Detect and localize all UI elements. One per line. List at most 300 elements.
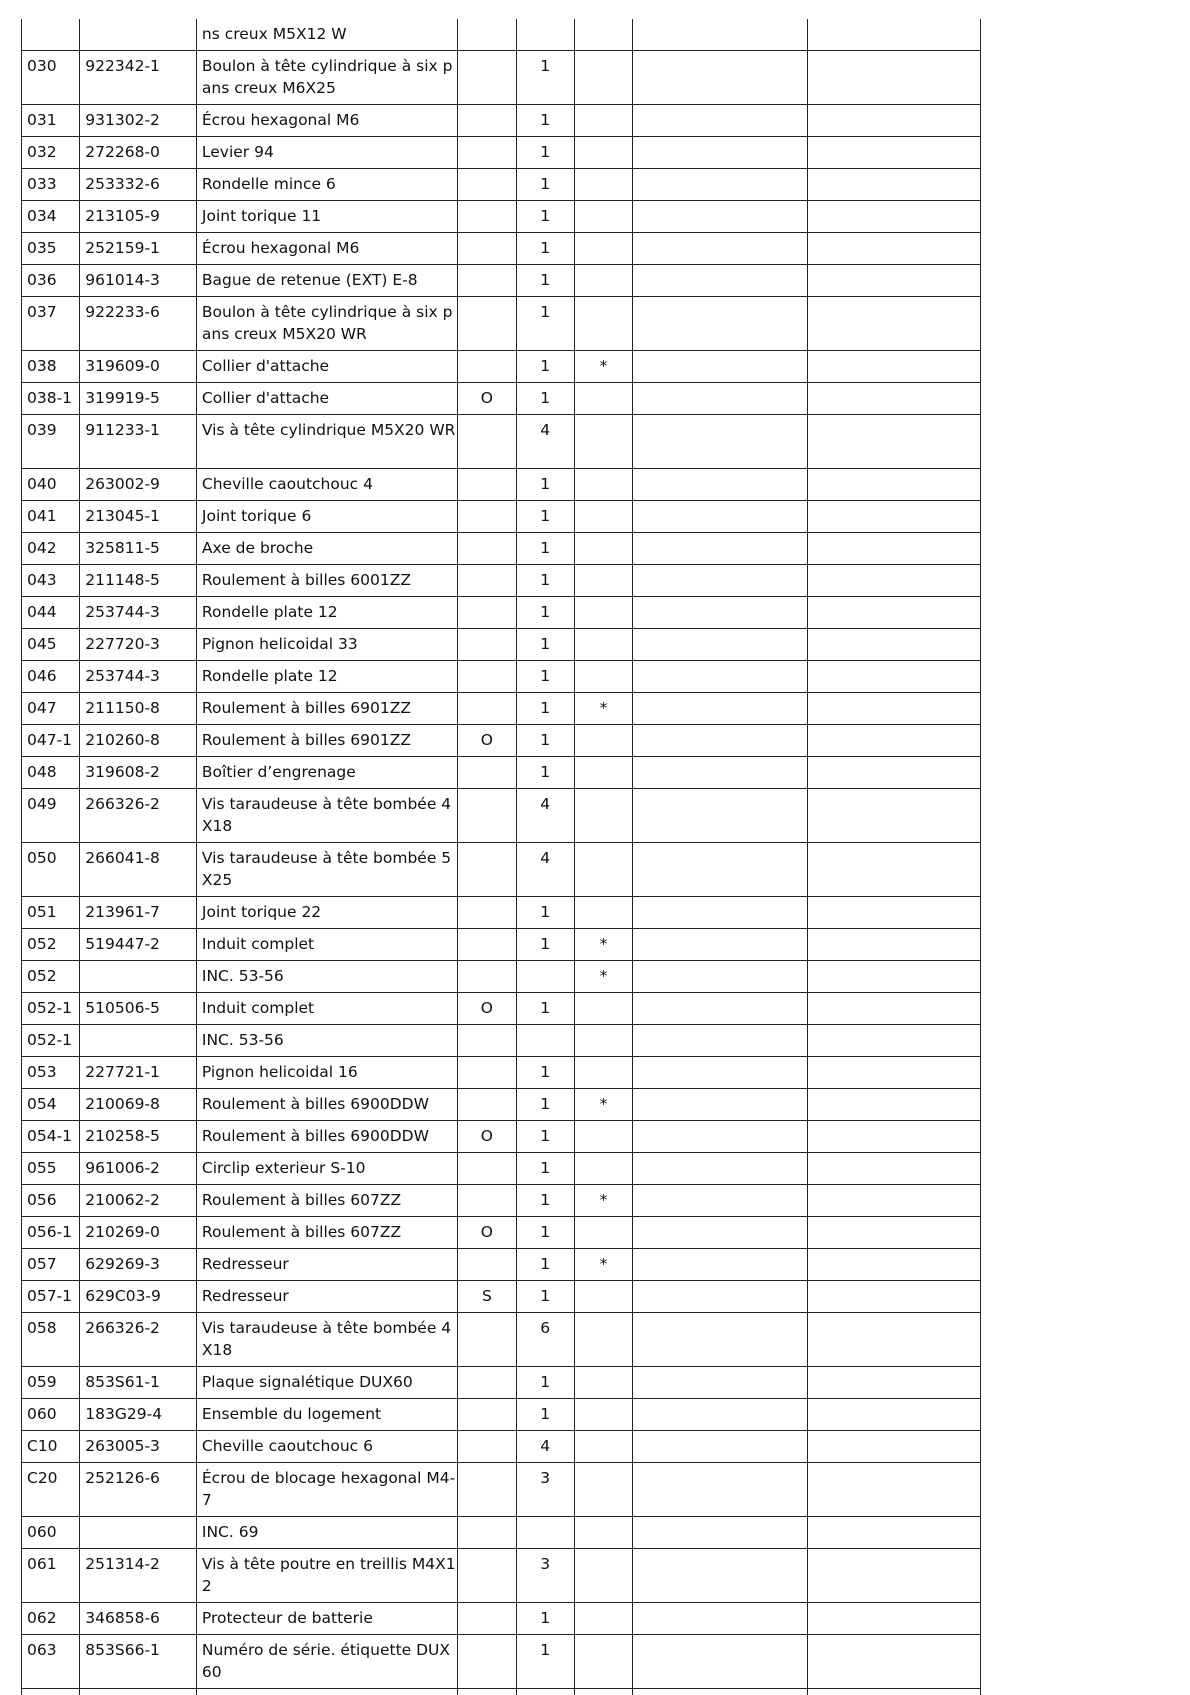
item-number-cell: 052-1 [22,1025,80,1057]
table-row [22,725,981,757]
blank-cell [808,169,981,201]
blank-cell [808,533,981,565]
quantity-cell: 1 [516,1185,574,1217]
description-cell: Induit complet [196,993,457,1025]
item-number-cell: 053 [22,1057,80,1089]
part-number-cell: 263002-9 [80,469,197,501]
description-cell: Rondelle mince 6 [196,169,457,201]
mark-cell [574,169,632,201]
blank-cell [633,693,808,725]
description-cell: Plaque signalétique DUX60 [196,1367,457,1399]
item-number-cell: 038 [22,351,80,383]
item-number-cell: 054 [22,1089,80,1121]
quantity-cell: 1 [516,757,574,789]
blank-cell [808,19,981,51]
description-cell: INC. 53-56 [196,1025,457,1057]
parts-table [21,19,981,1695]
table-row [22,597,981,629]
blank-cell [808,1313,981,1367]
quantity-cell: 1 [516,297,574,351]
mark-cell: * [574,1185,632,1217]
quantity-cell: 4 [516,415,574,469]
part-number-cell: 263005-3 [80,1431,197,1463]
blank-cell [808,1431,981,1463]
blank-cell [808,1153,981,1185]
blank-cell [808,565,981,597]
item-number-cell: 030 [22,51,80,105]
table-row [22,565,981,597]
description-cell: Rondelle plate 12 [196,597,457,629]
item-number-cell: 038-1 [22,383,80,415]
blank-cell [633,565,808,597]
blank-cell [808,1603,981,1635]
part-number-cell: 253332-6 [80,169,197,201]
description-cell: Roulement à billes 6900DDW [196,1121,457,1153]
quantity-cell: 1 [516,1367,574,1399]
note-cell: O [458,383,516,415]
blank-cell [633,1185,808,1217]
part-number-cell: 319608-2 [80,757,197,789]
note-cell [458,469,516,501]
part-number-cell: 183G29-4 [80,1399,197,1431]
quantity-cell: 1 [516,1153,574,1185]
quantity-cell: 1 [516,929,574,961]
blank-cell [808,1517,981,1549]
note-cell [458,1517,516,1549]
blank-cell [808,993,981,1025]
quantity-cell: 1 [516,233,574,265]
quantity-cell: 4 [516,1431,574,1463]
blank-cell [808,233,981,265]
quantity-cell: 6 [516,1313,574,1367]
part-number-cell: 629C03-9 [80,1281,197,1313]
mark-cell [574,501,632,533]
quantity-cell: 3 [516,1549,574,1603]
note-cell: S [458,1281,516,1313]
item-number-cell: 033 [22,169,80,201]
blank-cell [633,1121,808,1153]
note-cell [458,929,516,961]
table-row [22,1249,981,1281]
mark-cell [574,1517,632,1549]
quantity-cell: 1 [516,597,574,629]
blank-cell [574,1689,632,1695]
description-cell: Boulon à tête cylindrique à six pans creux M6X25 [196,51,457,105]
description-cell: Circlip exterieur S-10 [196,1153,457,1185]
part-number-cell: 922233-6 [80,297,197,351]
table-row [22,137,981,169]
quantity-cell: 1 [516,201,574,233]
blank-cell [808,597,981,629]
table-row [22,1025,981,1057]
quantity-cell: 1 [516,169,574,201]
quantity-cell: 4 [516,789,574,843]
part-number-cell: 266326-2 [80,789,197,843]
blank-cell [808,929,981,961]
mark-cell: * [574,351,632,383]
quantity-cell [516,961,574,993]
part-number-cell: 961006-2 [80,1153,197,1185]
blank-cell [458,1689,516,1695]
note-cell [458,1025,516,1057]
mark-cell [574,757,632,789]
item-number-cell: 048 [22,757,80,789]
description-cell: Protecteur de batterie [196,1603,457,1635]
item-number-cell: 061 [22,1549,80,1603]
blank-cell [633,1281,808,1313]
item-number-cell: 043 [22,565,80,597]
description-cell: Roulement à billes 607ZZ [196,1217,457,1249]
table-row [22,1217,981,1249]
mark-cell [574,1399,632,1431]
blank-cell [80,1689,197,1695]
item-number-cell: 037 [22,297,80,351]
part-number-cell: 227720-3 [80,629,197,661]
part-number-cell [80,961,197,993]
mark-cell: * [574,961,632,993]
blank-cell [633,597,808,629]
part-number-cell: 266041-8 [80,843,197,897]
blank-cell [808,843,981,897]
blank-cell [633,1603,808,1635]
quantity-cell: 1 [516,137,574,169]
blank-cell [808,1089,981,1121]
item-number-cell: 062 [22,1603,80,1635]
item-number-cell: 047-1 [22,725,80,757]
table-continuation-row [22,1689,981,1695]
table-row [22,233,981,265]
description-cell: Roulement à billes 6001ZZ [196,565,457,597]
part-number-cell: 213045-1 [80,501,197,533]
blank-cell [633,105,808,137]
blank-cell [808,1121,981,1153]
note-cell [458,1399,516,1431]
table-row [22,693,981,725]
mark-cell [574,1217,632,1249]
part-number-cell: 210062-2 [80,1185,197,1217]
quantity-cell [516,19,574,51]
blank-cell [808,629,981,661]
description-cell: Axe de broche [196,533,457,565]
item-number-cell: 031 [22,105,80,137]
blank-cell [808,51,981,105]
item-number-cell: 041 [22,501,80,533]
description-cell: ns creux M5X12 W [196,19,457,51]
note-cell [458,1549,516,1603]
mark-cell [574,629,632,661]
part-number-cell: 253744-3 [80,597,197,629]
item-number-cell: 052 [22,929,80,961]
blank-cell [633,137,808,169]
mark-cell [574,1025,632,1057]
quantity-cell: 1 [516,1281,574,1313]
quantity-cell: 1 [516,1603,574,1635]
description-cell: Collier d'attache [196,351,457,383]
quantity-cell: 1 [516,533,574,565]
mark-cell: * [574,1089,632,1121]
item-number-cell: 046 [22,661,80,693]
table-row [22,1153,981,1185]
note-cell [458,1603,516,1635]
mark-cell [574,469,632,501]
description-cell: Vis taraudeuse à tête bombée 5X25 [196,843,457,897]
mark-cell [574,297,632,351]
blank-cell [633,1217,808,1249]
description-cell: Écrou hexagonal M6 [196,233,457,265]
part-number-cell: 210260-8 [80,725,197,757]
table-row [22,383,981,415]
note-cell [458,233,516,265]
table-row [22,105,981,137]
part-number-cell: 346858-6 [80,1603,197,1635]
note-cell [458,1153,516,1185]
note-cell [458,1313,516,1367]
table-row [22,789,981,843]
table-row [22,1399,981,1431]
blank-cell [808,1689,981,1695]
blank-cell [633,725,808,757]
mark-cell [574,1313,632,1367]
blank-cell [633,757,808,789]
table-row [22,1431,981,1463]
part-number-cell: 853S66-1 [80,1635,197,1689]
table-row [22,1281,981,1313]
part-number-cell: 629269-3 [80,1249,197,1281]
blank-cell [808,1463,981,1517]
note-cell [458,1089,516,1121]
part-number-cell: 213105-9 [80,201,197,233]
table-row [22,501,981,533]
part-number-cell: 211148-5 [80,565,197,597]
description-cell: INC. 69 [196,1517,457,1549]
quantity-cell: 1 [516,897,574,929]
blank-cell [196,1689,457,1695]
part-number-cell: 510506-5 [80,993,197,1025]
blank-cell [808,1185,981,1217]
description-cell: Collier d'attache [196,383,457,415]
part-number-cell: 961014-3 [80,265,197,297]
note-cell [458,19,516,51]
blank-cell [633,629,808,661]
part-number-cell: 213961-7 [80,897,197,929]
mark-cell [574,661,632,693]
item-number-cell: 040 [22,469,80,501]
description-cell: Cheville caoutchouc 4 [196,469,457,501]
mark-cell: * [574,929,632,961]
blank-cell [22,1689,80,1695]
note-cell [458,757,516,789]
blank-cell [633,297,808,351]
mark-cell [574,415,632,469]
item-number-cell: 056-1 [22,1217,80,1249]
blank-cell [633,233,808,265]
quantity-cell: 1 [516,1249,574,1281]
mark-cell [574,1057,632,1089]
description-cell: Roulement à billes 6901ZZ [196,725,457,757]
blank-cell [633,1549,808,1603]
note-cell [458,597,516,629]
table-row [22,897,981,929]
blank-cell [633,1025,808,1057]
description-cell: Roulement à billes 6901ZZ [196,693,457,725]
note-cell [458,897,516,929]
blank-cell [633,929,808,961]
mark-cell [574,265,632,297]
description-cell: Boulon à tête cylindrique à six pans creux M5X20 WR [196,297,457,351]
part-number-cell: 853S61-1 [80,1367,197,1399]
blank-cell [808,1367,981,1399]
note-cell: O [458,1217,516,1249]
table-row [22,757,981,789]
mark-cell [574,105,632,137]
blank-cell [808,415,981,469]
mark-cell [574,597,632,629]
description-cell: Cheville caoutchouc 6 [196,1431,457,1463]
note-cell [458,1463,516,1517]
blank-cell [808,1217,981,1249]
mark-cell [574,1121,632,1153]
table-row [22,1313,981,1367]
mark-cell [574,19,632,51]
description-cell: Vis taraudeuse à tête bombée 4X18 [196,1313,457,1367]
table-row [22,169,981,201]
blank-cell [633,897,808,929]
blank-cell [633,993,808,1025]
mark-cell [574,233,632,265]
quantity-cell: 1 [516,993,574,1025]
part-number-cell: 931302-2 [80,105,197,137]
quantity-cell: 1 [516,501,574,533]
blank-cell [633,789,808,843]
parts-list-page [21,19,981,1695]
note-cell [458,629,516,661]
part-number-cell: 319609-0 [80,351,197,383]
note-cell [458,415,516,469]
quantity-cell: 1 [516,351,574,383]
item-number-cell: C20 [22,1463,80,1517]
description-cell: Joint torique 22 [196,897,457,929]
blank-cell [633,1367,808,1399]
mark-cell [574,725,632,757]
blank-cell [633,533,808,565]
blank-cell [808,383,981,415]
item-number-cell: 044 [22,597,80,629]
description-cell: Vis à tête poutre en treillis M4X12 [196,1549,457,1603]
table-row [22,1635,981,1689]
blank-cell [808,501,981,533]
table-row [22,1121,981,1153]
blank-cell [633,1517,808,1549]
item-number-cell: 050 [22,843,80,897]
note-cell [458,1249,516,1281]
blank-cell [808,661,981,693]
blank-cell [808,105,981,137]
table-row [22,51,981,105]
description-cell: Joint torique 11 [196,201,457,233]
part-number-cell: 266326-2 [80,1313,197,1367]
blank-cell [808,897,981,929]
blank-cell [633,265,808,297]
blank-cell [808,469,981,501]
blank-cell [516,1689,574,1695]
mark-cell: * [574,693,632,725]
table-row [22,201,981,233]
description-cell: Vis taraudeuse à tête bombée 4X18 [196,789,457,843]
part-number-cell: 227721-1 [80,1057,197,1089]
table-row [22,1057,981,1089]
blank-cell [808,725,981,757]
note-cell [458,961,516,993]
item-number-cell: 032 [22,137,80,169]
mark-cell [574,789,632,843]
quantity-cell: 1 [516,565,574,597]
item-number-cell: 035 [22,233,80,265]
item-number-cell: 056 [22,1185,80,1217]
note-cell [458,789,516,843]
blank-cell [633,383,808,415]
table-row [22,1549,981,1603]
table-row [22,843,981,897]
table-row [22,19,981,51]
table-row [22,961,981,993]
note-cell [458,265,516,297]
part-number-cell [80,19,197,51]
part-number-cell: 911233-1 [80,415,197,469]
blank-cell [633,1635,808,1689]
mark-cell [574,1153,632,1185]
table-row [22,1517,981,1549]
blank-cell [633,19,808,51]
quantity-cell: 1 [516,1089,574,1121]
table-row [22,533,981,565]
blank-cell [808,757,981,789]
part-number-cell: 251314-2 [80,1549,197,1603]
blank-cell [808,789,981,843]
quantity-cell: 4 [516,843,574,897]
item-number-cell: 058 [22,1313,80,1367]
table-row [22,297,981,351]
note-cell [458,51,516,105]
table-row [22,1367,981,1399]
note-cell [458,1367,516,1399]
note-cell [458,1431,516,1463]
note-cell [458,137,516,169]
description-cell: Roulement à billes 607ZZ [196,1185,457,1217]
quantity-cell: 1 [516,265,574,297]
description-cell: Redresseur [196,1249,457,1281]
part-number-cell: 210258-5 [80,1121,197,1153]
blank-cell [633,201,808,233]
description-cell: Ensemble du logement [196,1399,457,1431]
blank-cell [633,1463,808,1517]
table-row [22,1089,981,1121]
note-cell [458,533,516,565]
part-number-cell: 519447-2 [80,929,197,961]
part-number-cell: 922342-1 [80,51,197,105]
description-cell: Levier 94 [196,137,457,169]
part-number-cell: 253744-3 [80,661,197,693]
note-cell [458,297,516,351]
blank-cell [633,1153,808,1185]
blank-cell [633,1313,808,1367]
part-number-cell [80,1517,197,1549]
note-cell: O [458,993,516,1025]
mark-cell [574,201,632,233]
description-cell: Rondelle plate 12 [196,661,457,693]
note-cell [458,105,516,137]
blank-cell [808,351,981,383]
quantity-cell: 1 [516,693,574,725]
